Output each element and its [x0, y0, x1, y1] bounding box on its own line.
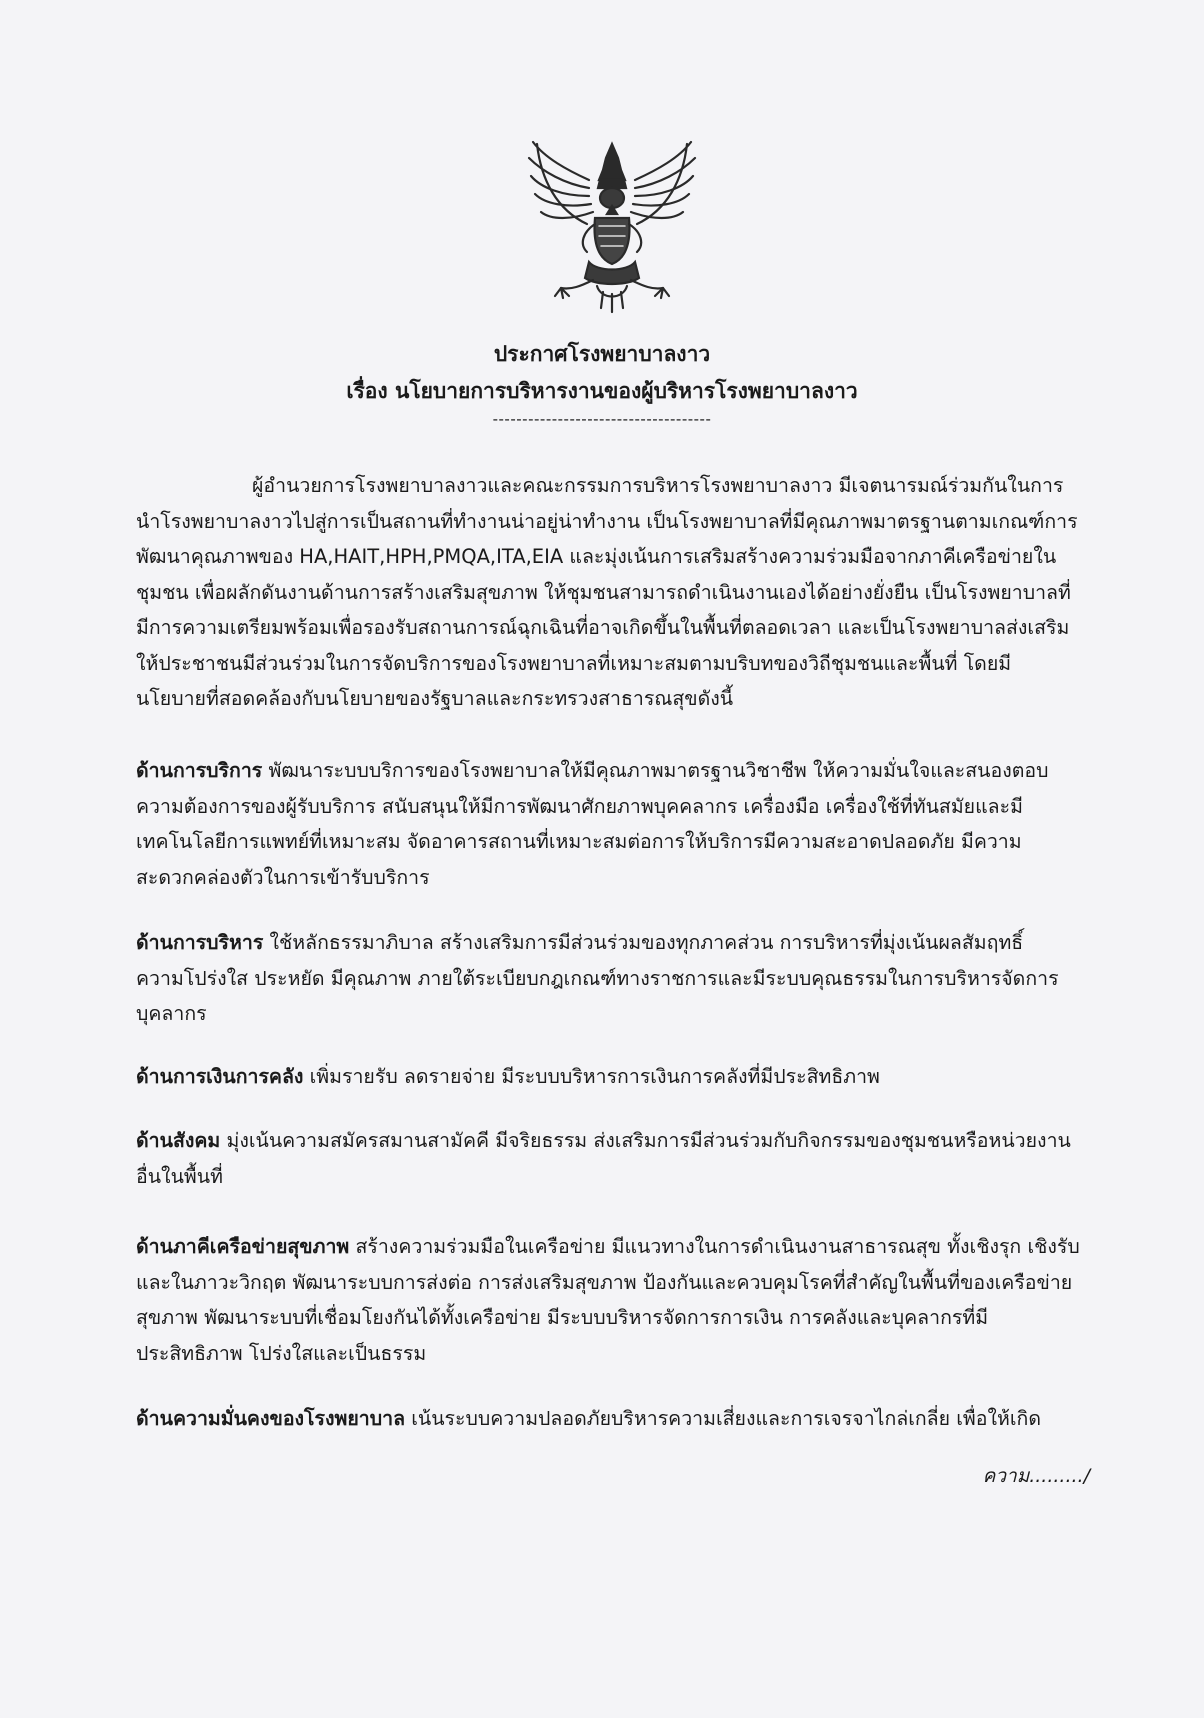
intro-paragraph — [136, 468, 1089, 717]
section-text: พัฒนาระบบบริการของโรงพยาบาลให้มีคุณภาพมาตรฐานวิชาชีพ ให้ความมั่นใจและสนองตอบ — [262, 759, 1049, 782]
announcement-title: ประกาศโรงพยาบาลงาว — [493, 342, 711, 366]
title-divider: ------------------------------------- — [492, 410, 712, 428]
intro-line: ผู้อำนวยการโรงพยาบาลงาวและคณะกรรมการบริหารโรงพยาบาลงาว มีเจตนารมณ์ร่วมกันในการ — [252, 474, 1064, 497]
section-first-line — [136, 1229, 1089, 1265]
section-heading: ด้านสังคม — [136, 1129, 221, 1152]
policy-section-administration — [136, 925, 1089, 1032]
policy-section-health-network — [136, 1229, 1089, 1371]
intro-line: นำโรงพยาบาลงาวไปสู่การเป็นสถานที่ทำงานน่าอยู่น่าทำงาน เป็นโรงพยาบาลที่มีคุณภาพมาตรฐานตามเกณฑ์การ — [136, 509, 1078, 533]
section-line: สะดวกคล่องตัวในการเข้ารับบริการ — [136, 865, 430, 889]
intro-line: พัฒนาคุณภาพของ HA,HAIT,HPH,PMQA,ITA,EIA และมุ่งเน้นการเสริมสร้างความร่วมมือจากภาคีเครือข่ายใน — [136, 545, 1057, 568]
section-text: เน้นระบบความปลอดภัยบริหารความเสี่ยงและการเจรจาไกล่เกลี่ย เพื่อให้เกิด — [405, 1407, 1041, 1430]
policy-section-security — [136, 1401, 1089, 1437]
section-text: มุ่งเน้นความสมัครสมานสามัคคี มีจริยธรรม ส่งเสริมการมีส่วนร่วมกับกิจกรรมของชุมชนหรือหน่วยงาน — [220, 1129, 1071, 1152]
section-first-line — [136, 753, 1089, 789]
intro-line: ชุมชน เพื่อผลักดันงานด้านการสร้างเสริมสุขภาพ ให้ชุมชนสามารถดำเนินงานเองได้อย่างยั่งยืน เป็นโรงพยาบาลที่ — [136, 580, 1071, 604]
policy-section-finance — [136, 1059, 1089, 1095]
section-first-line — [136, 1123, 1089, 1159]
section-text: ใช้หลักธรรมาภิบาล สร้างเสริมการมีส่วนร่วมของทุกภาคส่วน การบริหารที่มุ่งเน้นผลสัมฤทธิ์ — [263, 931, 1024, 954]
section-heading: ด้านภาคีเครือข่ายสุขภาพ — [136, 1235, 350, 1258]
section-line: สุขภาพ พัฒนาระบบที่เชื่อมโยงกันได้ทั้งเครือข่าย มีระบบบริหารจัดการการเงิน การคลังและบุคลากรที่มี — [136, 1306, 989, 1329]
section-line: อื่นในพื้นที่ — [136, 1164, 223, 1188]
section-line: ความโปร่งใส ประหยัด มีคุณภาพ ภายใต้ระเบียบกฎเกณฑ์ทางราชการและมีระบบคุณธรรมในการบริหารจัดการ — [136, 966, 1059, 990]
section-heading: ด้านการบริการ — [136, 759, 263, 782]
section-first-line — [136, 1059, 1089, 1095]
garuda-emblem-icon — [527, 140, 697, 315]
section-first-line — [136, 1401, 1089, 1437]
section-line: และในภาวะวิกฤต พัฒนาระบบการส่งต่อ การส่งเสริมสุขภาพ ป้องกันและควบคุมโรคที่สำคัญในพื้นที่ของเครือข่าย — [136, 1270, 1073, 1294]
page-continuation-marker: ความ........./ — [982, 1465, 1090, 1487]
section-line: ความต้องการของผู้รับบริการ สนับสนุนให้มีการพัฒนาศักยภาพบุคคลากร เครื่องมือ เครื่องใช้ที่ทันสมัยและมี — [136, 794, 1023, 818]
intro-line: นโยบายที่สอดคล้องกับนโยบายของรัฐบาลและกระทรวงสาธารณสุขดังนี้ — [136, 687, 734, 710]
intro-line: มีการความเตรียมพร้อมเพื่อรองรับสถานการณ์ฉุกเฉินที่อาจเกิดขึ้นในพื้นที่ตลอดเวลา และเป็นโรงพยาบาลส่งเสริม — [136, 616, 1070, 639]
section-line: ประสิทธิภาพ โปร่งใสและเป็นธรรม — [136, 1341, 427, 1365]
policy-section-social — [136, 1123, 1089, 1194]
announcement-subject: เรื่อง นโยบายการบริหารงานของผู้บริหารโรงพยาบาลงาว — [346, 379, 858, 403]
section-heading: ด้านความมั่นคงของโรงพยาบาล — [136, 1407, 406, 1430]
section-heading: ด้านการบริหาร — [136, 931, 264, 954]
section-text: เพิ่มรายรับ ลดรายจ่าย มีระบบบริหารการเงินการคลังที่มีประสิทธิภาพ — [303, 1065, 880, 1088]
section-line: เทคโนโลยีการแพทย์ที่เหมาะสม จัดอาคารสถานที่เหมาะสมต่อการให้บริการมีความสะอาดปลอดภัย มีความ — [136, 830, 1022, 853]
section-text: สร้างความร่วมมือในเครือข่าย มีแนวทางในการดำเนินงานสาธารณสุข ทั้งเชิงรุก เชิงรับ — [349, 1235, 1080, 1258]
section-heading: ด้านการเงินการคลัง — [136, 1065, 304, 1088]
section-first-line — [136, 925, 1089, 961]
intro-line: ให้ประชาชนมีส่วนร่วมในการจัดบริการของโรงพยาบาลที่เหมาะสมตามบริบทของวิถีชุมชนและพื้นที่ โดยมี — [136, 651, 1012, 675]
policy-section-service — [136, 753, 1089, 895]
section-line: บุคลากร — [136, 1002, 207, 1025]
